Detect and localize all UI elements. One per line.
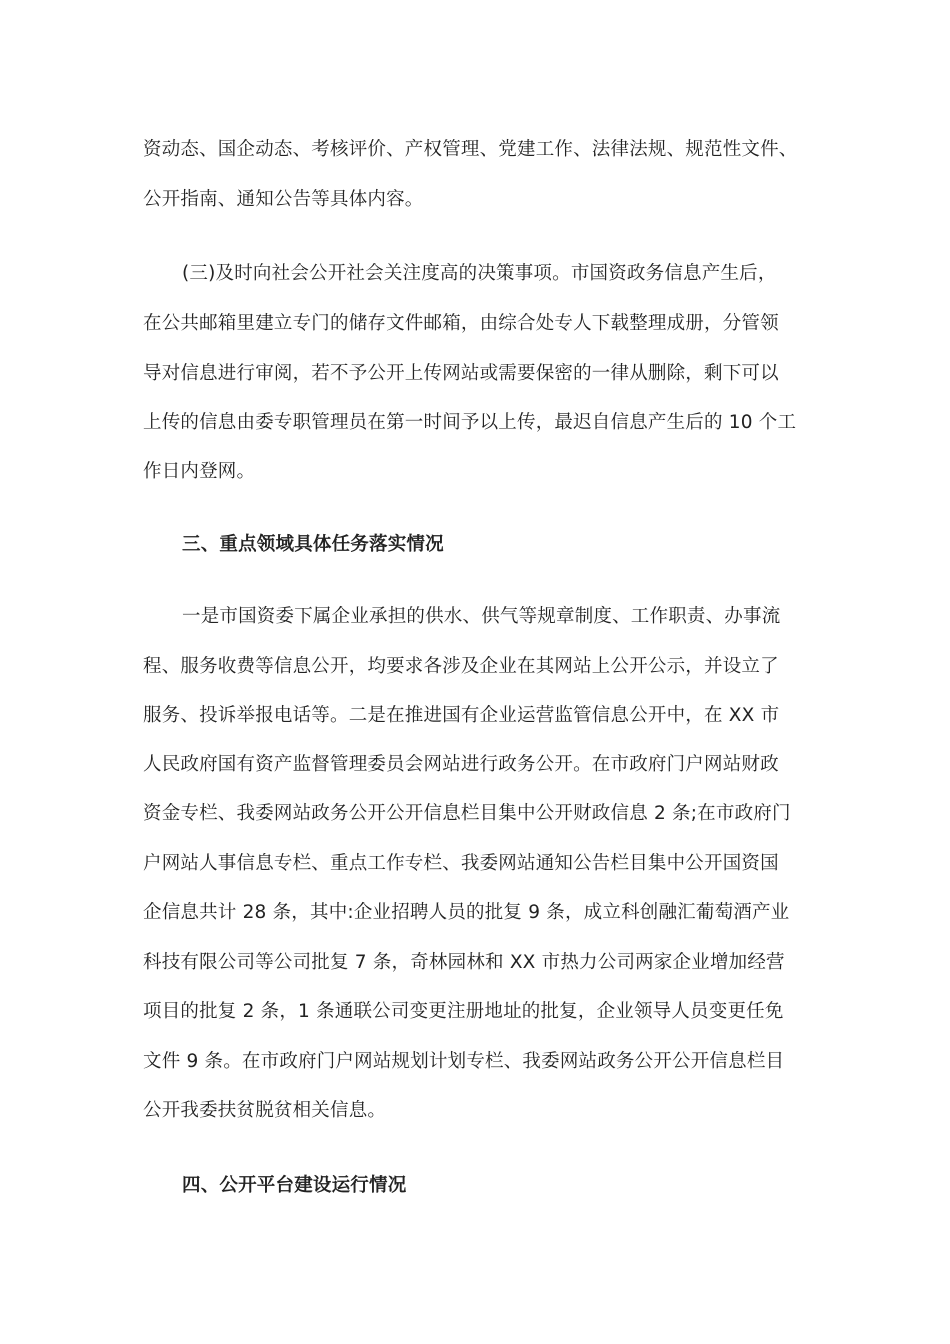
intro-line-2: 公开指南、通知公告等具体内容。 <box>143 189 424 210</box>
paragraph-3-line-1: (三)及时向社会公开社会关注度高的决策事项。市国资政务信息产生后， <box>182 263 777 284</box>
paragraph-3-line-2: 在公共邮箱里建立专门的储存文件邮箱，由综合处专人下载整理成册，分管领 <box>143 313 779 334</box>
section-3-line-10: 文件 9 条。在市政府门户网站规划计划专栏、我委网站政务公开公开信息栏目 <box>143 1051 785 1072</box>
intro-line-1: 资动态、国企动态、考核评价、产权管理、党建工作、法律法规、规范性文件、 <box>143 139 798 160</box>
paragraph-3-line-3: 导对信息进行审阅，若不予公开上传网站或需要保密的一律从删除，剩下可以 <box>143 363 779 384</box>
paragraph-3-line-4: 上传的信息由委专职管理员在第一时间予以上传，最迟自信息产生后的 10 个工 <box>143 412 797 433</box>
section-3-line-5: 资金专栏、我委网站政务公开公开信息栏目集中公开财政信息 2 条;在市政府门 <box>143 803 791 824</box>
section-3-line-7: 企信息共计 28 条，其中:企业招聘人员的批复 9 条，成立科创融汇葡萄酒产业 <box>143 902 790 923</box>
section-3-line-6: 户网站人事信息专栏、重点工作专栏、我委网站通知公告栏目集中公开国资国 <box>143 853 779 874</box>
section-3-line-3: 服务、投诉举报电话等。二是在推进国有企业运营监管信息公开中，在 XX 市 <box>143 705 780 726</box>
section-3-heading: 三、重点领域具体任务落实情况 <box>182 534 444 555</box>
section-3-line-11: 公开我委扶贫脱贫相关信息。 <box>143 1100 387 1121</box>
section-3-line-1: 一是市国资委下属企业承担的供水、供气等规章制度、工作职责、办事流 <box>182 606 781 627</box>
section-3-line-8: 科技有限公司等公司批复 7 条，奇林园林和 XX 市热力公司两家企业增加经营 <box>143 952 785 973</box>
section-3-line-4: 人民政府国有资产监督管理委员会网站进行政务公开。在市政府门户网站财政 <box>143 754 779 775</box>
section-4-heading: 四、公开平台建设运行情况 <box>182 1175 407 1196</box>
paragraph-3-line-5: 作日内登网。 <box>143 461 256 482</box>
section-3-line-2: 程、服务收费等信息公开，均要求各涉及企业在其网站上公开公示，并设立了 <box>143 656 779 677</box>
section-3-line-9: 项目的批复 2 条，1 条通联公司变更注册地址的批复，企业领导人员变更任免 <box>143 1001 784 1022</box>
